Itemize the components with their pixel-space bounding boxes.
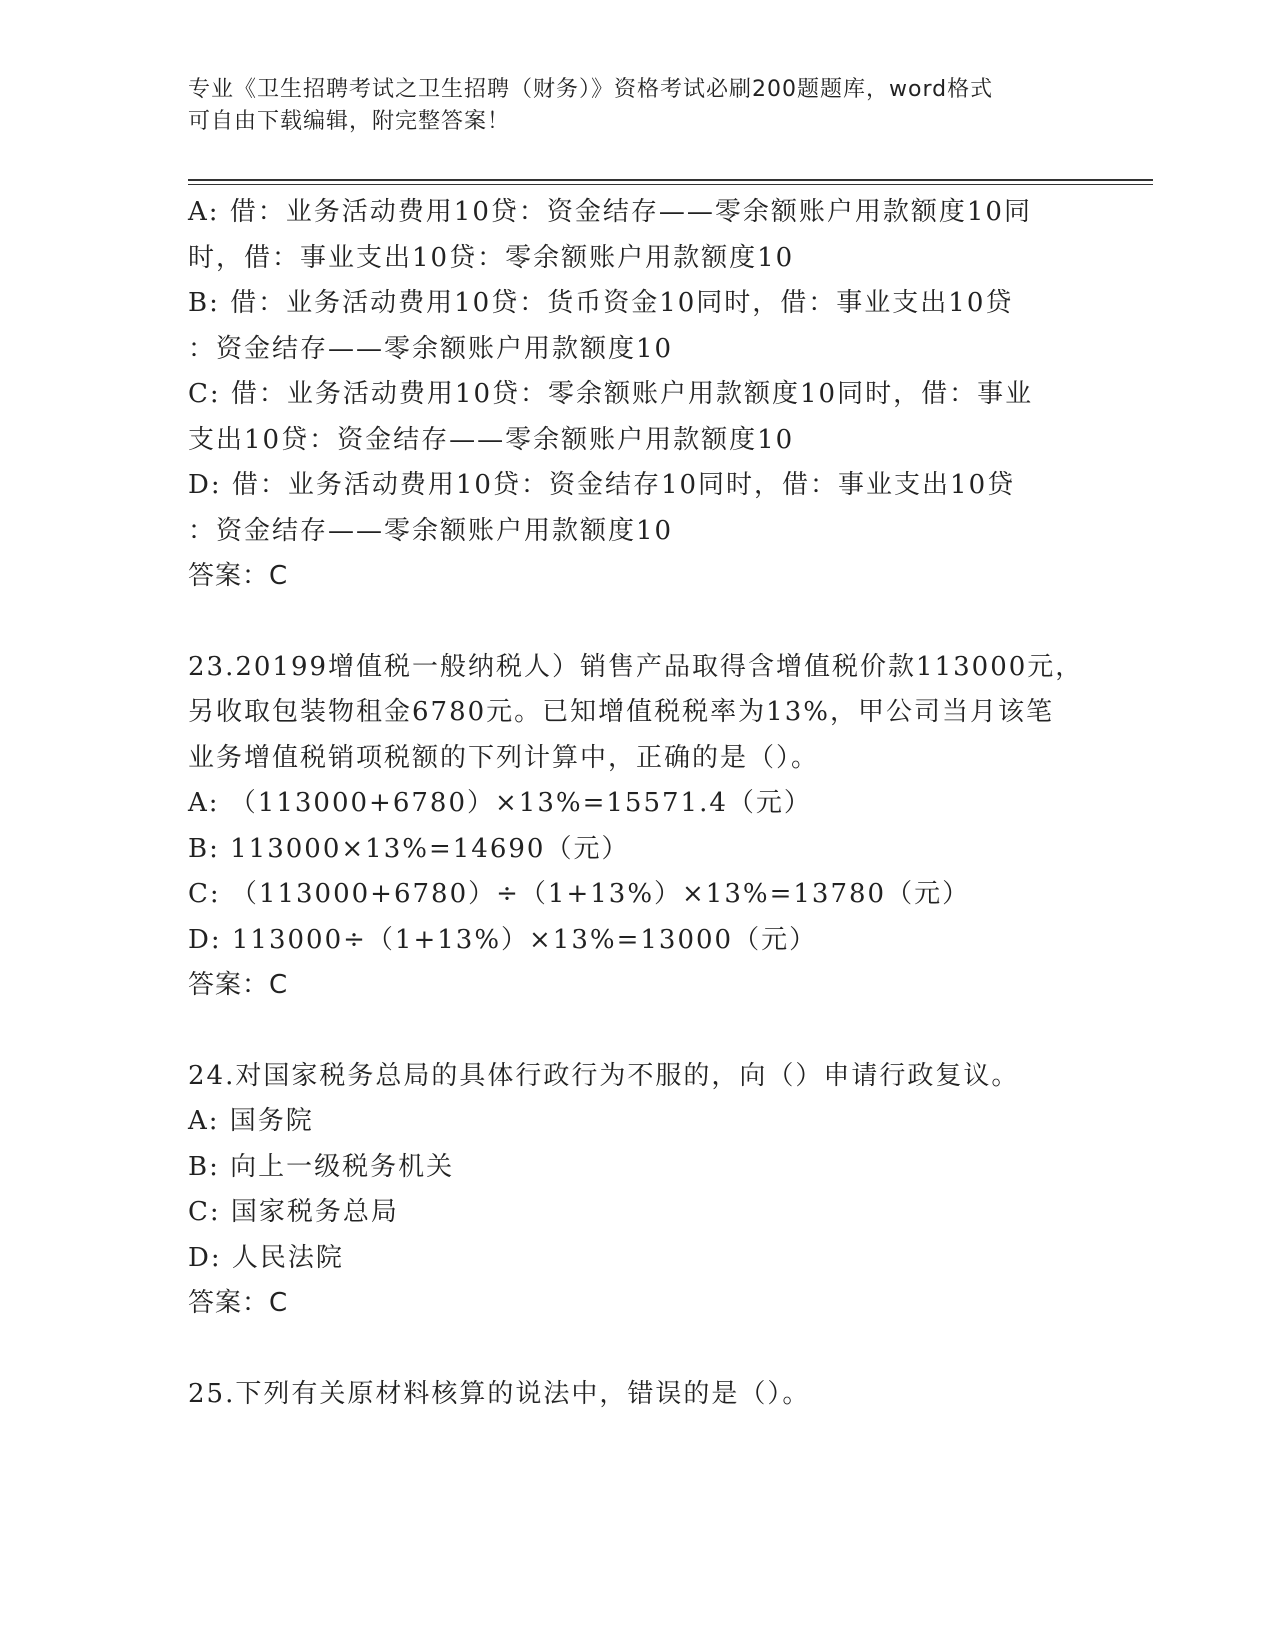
header-divider-thin	[188, 184, 1153, 185]
header-divider-thick	[188, 179, 1153, 181]
q23-answer: 答案：C	[188, 970, 289, 1000]
q22-answer: 答案：C	[188, 561, 289, 591]
q24-stem: 24.对国家税务总局的具体行政行为不服的，向（）申请行政复议。	[188, 1060, 1020, 1091]
spacer	[188, 1009, 1088, 1054]
spacer	[188, 1327, 1088, 1372]
q22-option-c-line-2: 支出10贷：资金结存——零余额账户用款额度10	[188, 424, 795, 455]
q22-option-d-line-2: ：资金结存——零余额账户用款额度10	[188, 515, 674, 546]
question-list	[188, 190, 1088, 1417]
q23-option-a: A: （113000+6780）×13%=15571.4（元）	[188, 788, 812, 818]
q23-stem-line-1: 23.20199增值税一般纳税人）销售产品取得含增值税价款113000元，	[188, 651, 1084, 682]
document-header	[188, 74, 1068, 138]
q23-option-b: B: 113000×13%=14690（元）	[188, 833, 630, 864]
q23-option-d: D: 113000÷（1+13%）×13%=13000（元）	[188, 924, 818, 955]
q22-option-a-line-1: A: 借：业务活动费用10贷：资金结存——零余额账户用款额度10同	[188, 197, 1032, 227]
q25-stem: 25.下列有关原材料核算的说法中，错误的是（）。	[188, 1378, 811, 1409]
header-title-line-2: 可自由下载编辑，附完整答案！	[188, 109, 511, 134]
q22-option-d-line-1: D: 借：业务活动费用10贷：资金结存10同时，借：事业支出10贷	[188, 470, 1016, 500]
spacer	[188, 600, 1088, 645]
header-title-line-1: 专业《卫生招聘考试之卫生招聘（财务）》资格考试必刷200题题库，word格式	[188, 77, 994, 102]
q22-option-b-line-1: B: 借：业务活动费用10贷：货币资金10同时，借：事业支出10贷	[188, 288, 1014, 318]
q23-stem-line-2: 另收取包装物租金6780元。已知增值税税率为13%，甲公司当月该笔	[188, 697, 1054, 727]
q23-stem-line-3: 业务增值税销项税额的下列计算中，正确的是（）。	[188, 742, 820, 773]
q22-option-c-line-1: C: 借：业务活动费用10贷：零余额账户用款额度10同时，借：事业	[188, 379, 1034, 409]
q23-option-c: C: （113000+6780）÷（1+13%）×13%=13780（元）	[188, 879, 971, 909]
q24-option-a: A: 国务院	[188, 1106, 314, 1136]
q24-option-b: B: 向上一级税务机关	[188, 1151, 455, 1182]
q22-option-b-line-2: ：资金结存——零余额账户用款额度10	[188, 333, 674, 364]
q24-option-d: D: 人民法院	[188, 1242, 344, 1273]
q22-option-a-line-2: 时，借：事业支出10贷：零余额账户用款额度10	[188, 242, 795, 273]
q24-answer: 答案：C	[188, 1288, 289, 1318]
q24-option-c: C: 国家税务总局	[188, 1197, 399, 1227]
